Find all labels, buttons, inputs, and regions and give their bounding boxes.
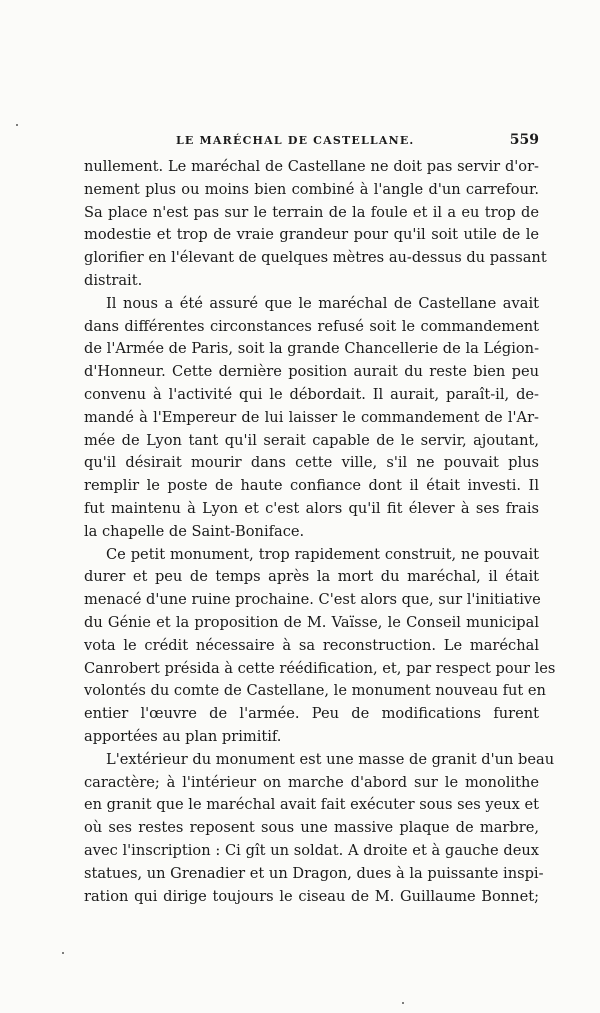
running-head (84, 130, 539, 152)
text-line: volontés du comte de Castellane, le monument nouveau fut en (84, 682, 546, 700)
text-line: fut maintenu à Lyon et c'est alors qu'il fit élever à ses frais (84, 499, 539, 517)
running-title: LE MARÉCHAL DE CASTELLANE. (176, 134, 415, 147)
text-line: mandé à l'Empereur de lui laisser le commandement de l'Ar- (84, 408, 539, 426)
text-line: en granit que le maréchal avait fait exécuter sous ses yeux et (84, 796, 539, 814)
text-line: statues, un Grenadier et un Dragon, dues à la puissante inspi- (84, 864, 544, 882)
text-line: Il nous a été assuré que le maréchal de Castellane avait (106, 294, 539, 312)
text-line: vota le crédit nécessaire à sa reconstruction. Le maréchal (84, 636, 539, 654)
text-line: Canrobert présida à cette réédification, et, par respect pour les (84, 659, 556, 677)
text-line: Sa place n'est pas sur le terrain de la foule et il a eu trop de (84, 203, 539, 221)
text-line: du Génie et la proposition de M. Vaïsse, le Conseil municipal (84, 613, 539, 631)
text-line: remplir le poste de haute confiance dont il était investi. Il (84, 477, 539, 495)
page-number: 559 (509, 132, 539, 148)
text-line: d'Honneur. Cette dernière position aurait du reste bien peu (84, 363, 539, 381)
text-line: Ce petit monument, trop rapidement construit, ne pouvait (106, 545, 539, 563)
text-line: glorifier en l'élevant de quelques mètres au-dessus du passant (84, 249, 547, 267)
text-line: mée de Lyon tant qu'il serait capable de le servir, ajoutant, (84, 431, 539, 449)
text-line: la chapelle de Saint-Boniface. (84, 522, 305, 540)
text-line: menacé d'une ruine prochaine. C'est alors que, sur l'initiative (84, 591, 541, 609)
text-line: modestie et trop de vraie grandeur pour qu'il soit utile de le (84, 226, 539, 244)
paper-speck (402, 1002, 404, 1004)
text-line: entier l'œuvre de l'armée. Peu de modifications furent (84, 705, 539, 723)
body-text (84, 156, 556, 908)
text-line: caractère; à l'intérieur on marche d'abord sur le monolithe (84, 773, 539, 791)
text-line: convenu à l'activité qui le débordait. Il aurait, paraît-il, de- (84, 385, 539, 403)
text-line: nement plus ou moins bien combiné à l'angle d'un carrefour. (84, 180, 539, 198)
text-line: où ses restes reposent sous une massive plaque de marbre, (84, 819, 539, 837)
text-line: ration qui dirige toujours le ciseau de M. Guillaume Bonnet; (84, 887, 539, 905)
text-line: nullement. Le maréchal de Castellane ne doit pas servir d'or- (84, 158, 539, 175)
text-line: de l'Armée de Paris, soit la grande Chancellerie de la Légion- (84, 340, 539, 358)
text-line: apportées au plan primitif. (84, 727, 282, 745)
text-line: L'extérieur du monument est une masse de granit d'un beau (106, 750, 555, 768)
paper-speck (62, 952, 64, 954)
text-line: qu'il désirait mourir dans cette ville, s'il ne pouvait plus (84, 454, 539, 472)
paper-speck (16, 124, 18, 126)
text-line: durer et peu de temps après la mort du maréchal, il était (84, 568, 539, 586)
text-line: distrait. (84, 271, 143, 289)
text-line: avec l'inscription : Ci gît un soldat. A droite et à gauche deux (84, 841, 539, 859)
text-line: dans différentes circonstances refusé soit le commandement (84, 317, 539, 335)
